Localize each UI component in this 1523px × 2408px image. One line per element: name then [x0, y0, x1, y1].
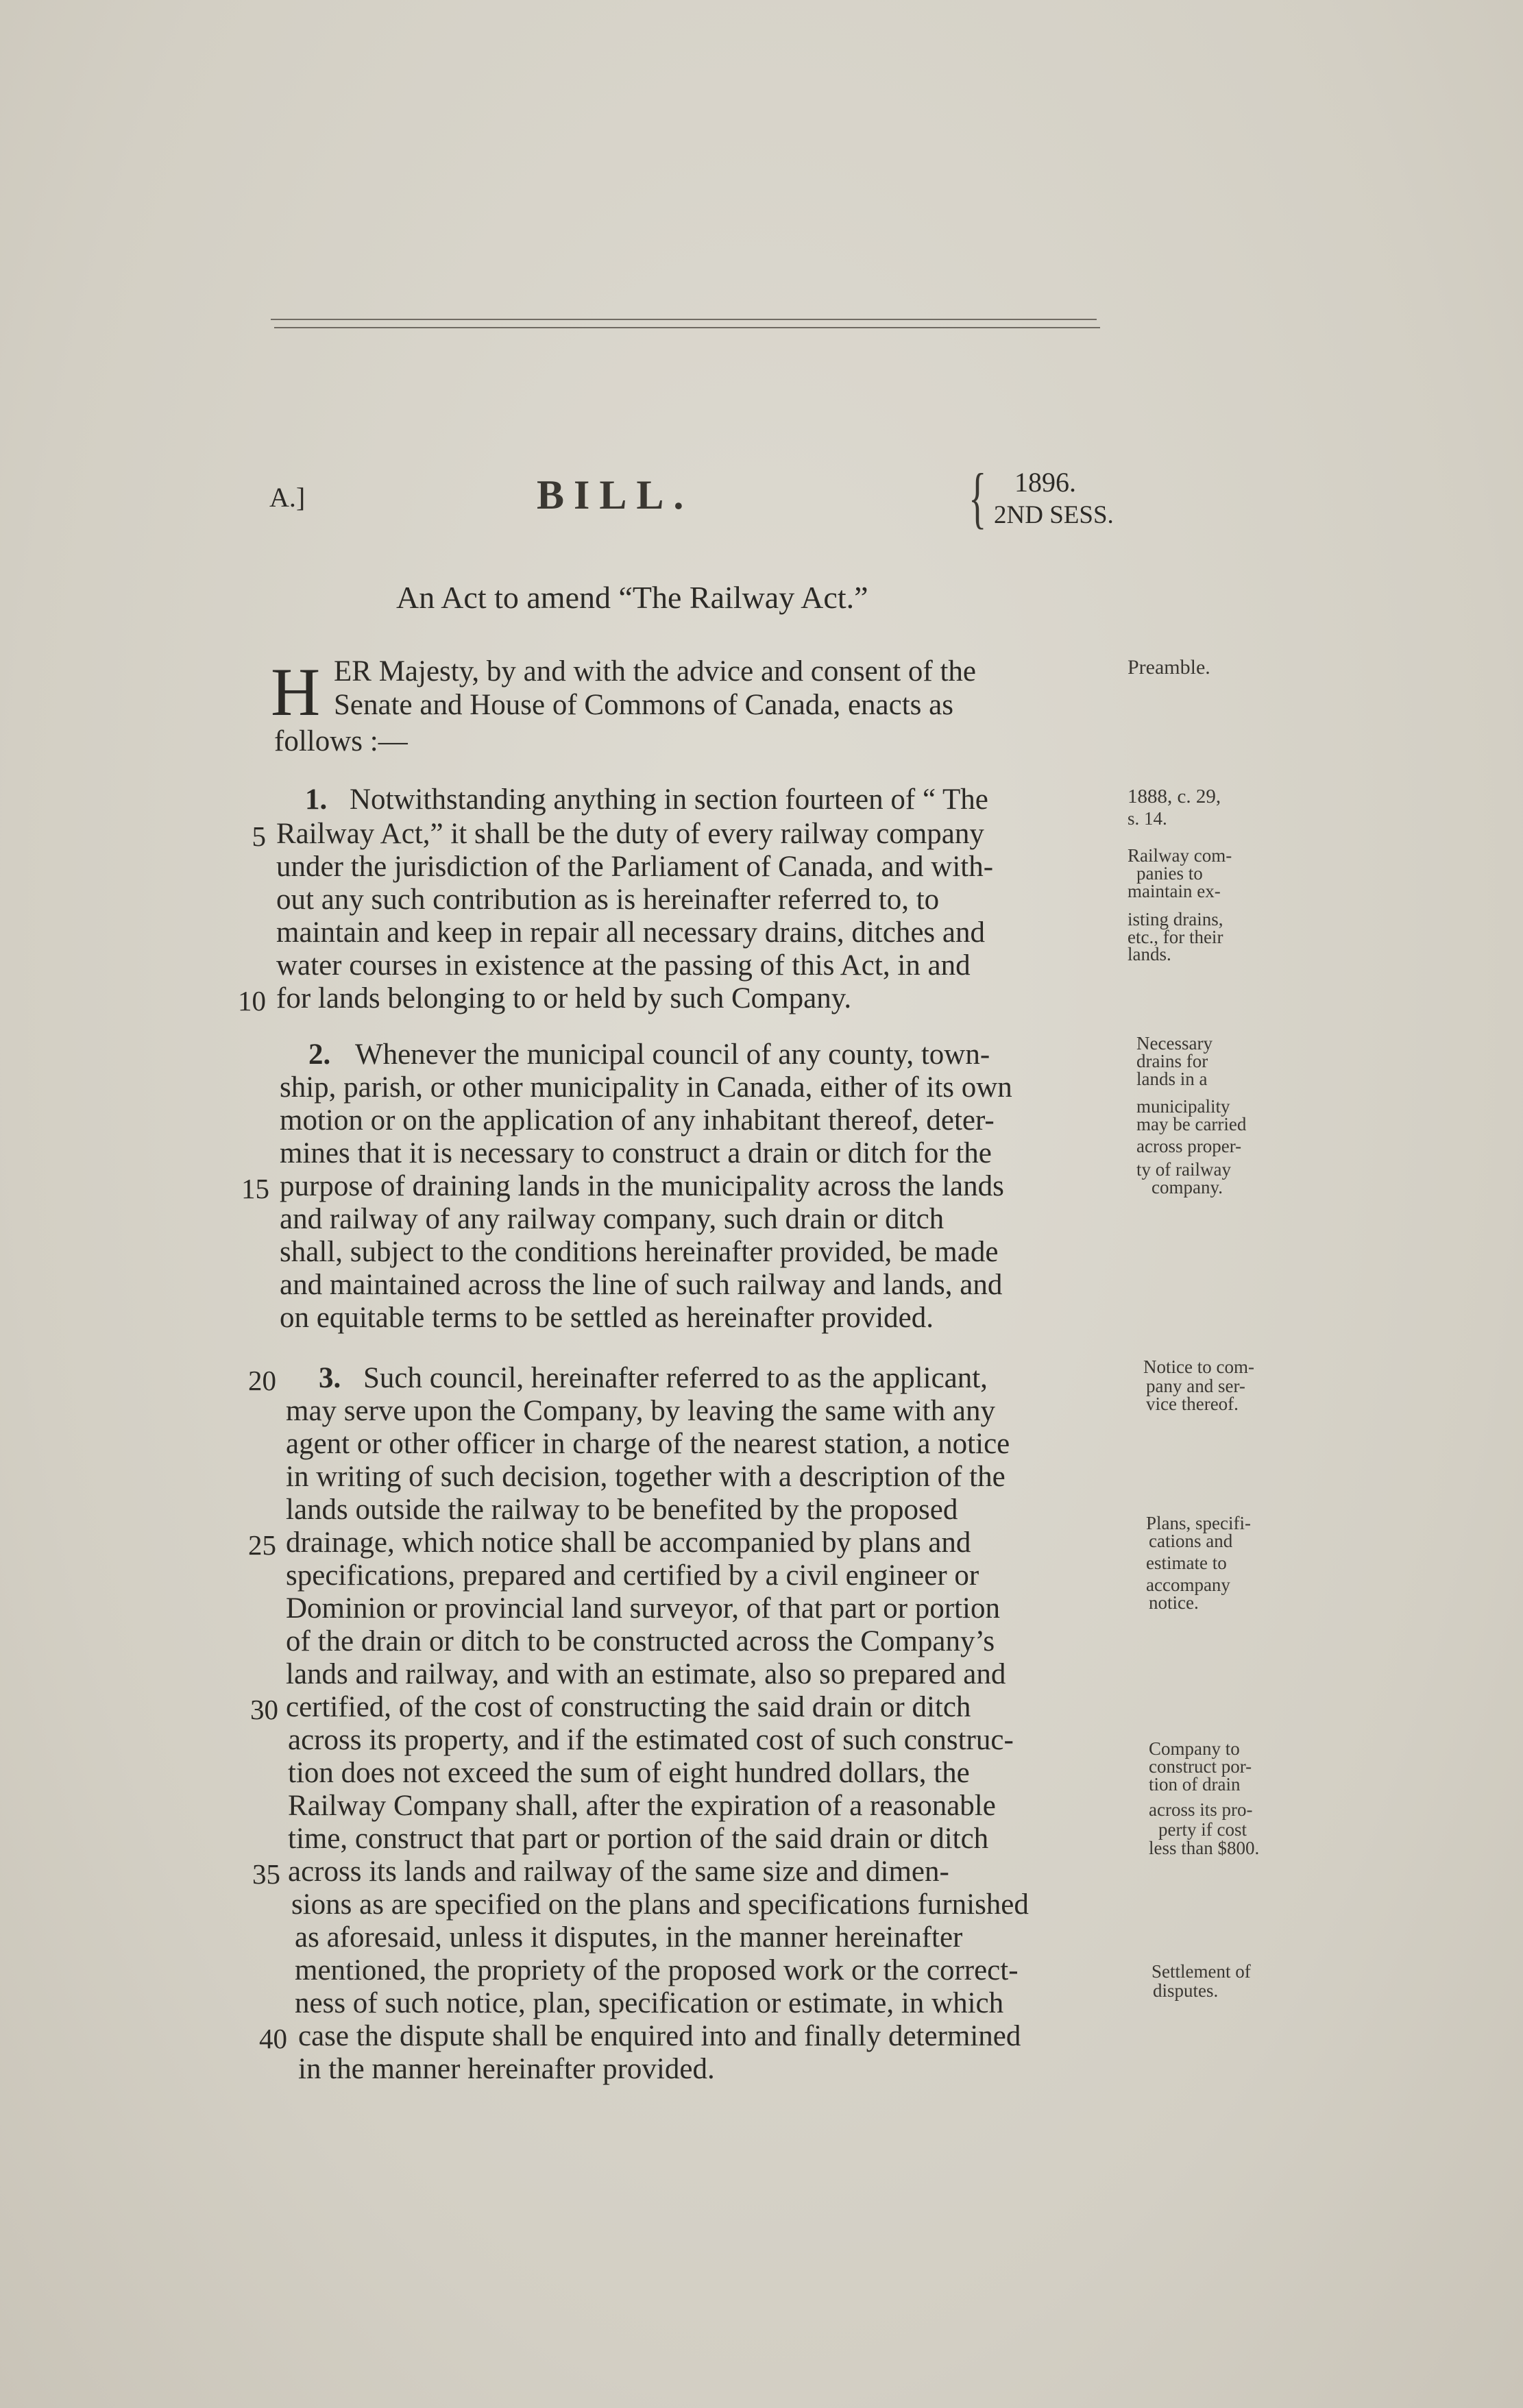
s3-line-4: lands outside the railway to be benefited by the proposed: [286, 1494, 958, 1526]
s3-margin-c-2: tion of drain: [1149, 1774, 1241, 1795]
s2-line-0: Whenever the municipal council of any county, town-: [355, 1038, 990, 1071]
s1-margin-1: s. 14.: [1128, 808, 1167, 829]
s1-margin-6: etc., for their: [1128, 927, 1223, 947]
s3-margin-c-3: across its pro-: [1149, 1799, 1253, 1820]
session-brace: {: [968, 459, 987, 535]
s2-line-2: motion or on the application of any inhabitant thereof, deter-: [280, 1104, 995, 1136]
top-rule-1: [271, 319, 1097, 320]
line-number-25: 25: [248, 1529, 276, 1561]
s1-margin-4: maintain ex-: [1128, 881, 1221, 901]
s3-margin-d-0: Settlement of: [1152, 1961, 1251, 1982]
preamble-dropcap-glyph: H: [271, 654, 321, 730]
s2-line-7: and maintained across the line of such railway and lands, and: [280, 1269, 1003, 1301]
s3-line-2: agent or other officer in charge of the nearest station, a notice: [286, 1428, 1010, 1460]
s1-line-6: for lands belonging to or held by such Company.: [276, 982, 852, 1014]
line-number-20: 20: [248, 1365, 276, 1396]
s1-line-1: Railway Act,” it shall be the duty of every railway company: [276, 818, 984, 850]
s2-margin-0: Necessary: [1136, 1033, 1213, 1054]
s3-line-18: mentioned, the propriety of the proposed work or the correct-: [295, 1954, 1019, 1986]
line-number-35: 35: [252, 1858, 280, 1890]
preamble-line-2: Senate and House of Commons of Canada, enacts as: [334, 689, 953, 721]
s3-margin-c-4: perty if cost: [1158, 1819, 1247, 1840]
s2-margin-1: drains for: [1136, 1051, 1208, 1071]
s3-line-21: in the manner hereinafter provided.: [298, 2053, 715, 2085]
s2-line-5: and railway of any railway company, such drain or ditch: [280, 1203, 945, 1235]
s3-margin-d-1: disputes.: [1153, 1980, 1219, 2001]
s1-line-2: under the jurisdiction of the Parliament of Canada, and with-: [276, 851, 994, 883]
s3-margin-c-0: Company to: [1149, 1738, 1240, 1759]
s3-line-17: as aforesaid, unless it disputes, in the manner hereinafter: [295, 1921, 963, 1954]
s3-margin-b-1: cations and: [1149, 1531, 1233, 1551]
line-number-5: 5: [252, 820, 266, 852]
s3-margin-a-1: pany and ser-: [1146, 1376, 1245, 1396]
s1-margin-7: lands.: [1128, 944, 1171, 964]
s3-line-16: sions as are specified on the plans and specifications furnished: [291, 1888, 1029, 1921]
s1-line-4: maintain and keep in repair all necessary drains, ditches and: [276, 916, 985, 949]
s2-line-6: shall, subject to the conditions hereinafter provided, be made: [280, 1236, 999, 1268]
line-number-30: 30: [250, 1694, 278, 1725]
s3-line-6: specifications, prepared and certified by a civil engineer or: [286, 1559, 979, 1592]
s2-margin-2: lands in a: [1136, 1069, 1208, 1089]
s3-line-0: Such council, hereinafter referred to as the applicant,: [363, 1362, 988, 1394]
act-title: An Act to amend “The Railway Act.”: [396, 580, 868, 615]
s2-line-3: mines that it is necessary to construct a drain or ditch for the: [280, 1137, 992, 1169]
bill-letter: A.]: [269, 482, 306, 513]
s2-number: 2.: [308, 1038, 331, 1071]
s3-line-1: may serve upon the Company, by leaving the same with any: [286, 1395, 995, 1427]
s3-line-9: lands and railway, and with an estimate, also so prepared and: [286, 1658, 1006, 1690]
top-rule-2: [274, 327, 1100, 328]
line-number-10: 10: [238, 985, 266, 1017]
s2-margin-7: company.: [1152, 1177, 1223, 1197]
preamble-line-1: ER Majesty, by and with the advice and consent of the: [334, 655, 976, 688]
s3-margin-c-5: less than $800.: [1149, 1838, 1260, 1858]
s2-line-8: on equitable terms to be settled as hereinafter provided.: [280, 1302, 934, 1334]
s1-line-5: water courses in existence at the passing of this Act, in and: [276, 949, 971, 982]
s3-margin-a-2: vice thereof.: [1146, 1394, 1239, 1414]
s3-margin-c-1: construct por-: [1149, 1756, 1252, 1777]
s3-line-5: drainage, which notice shall be accompanied by plans and: [286, 1527, 971, 1559]
session-year: 1896.: [1014, 467, 1076, 498]
s3-line-15: across its lands and railway of the same size and dimen-: [288, 1856, 949, 1888]
s3-line-11: across its property, and if the estimated cost of such construc-: [288, 1724, 1014, 1756]
s1-margin-2: Railway com-: [1128, 845, 1232, 866]
s3-line-3: in writing of such decision, together with a description of the: [286, 1461, 1006, 1493]
line-number-40: 40: [259, 2023, 287, 2054]
session-label: 2ND SESS.: [994, 501, 1114, 529]
s3-line-14: time, construct that part or portion of the said drain or ditch: [288, 1823, 989, 1855]
s3-line-19: ness of such notice, plan, specification or estimate, in which: [295, 1987, 1004, 2019]
s2-margin-6: ty of railway: [1136, 1159, 1231, 1180]
s1-line-3: out any such contribution as is hereinafter referred to, to: [276, 884, 940, 916]
s3-margin-b-0: Plans, specifi-: [1146, 1513, 1251, 1533]
bill-title: BILL.: [537, 472, 694, 518]
s3-line-20: case the dispute shall be enquired into and finally determined: [298, 2020, 1021, 2052]
s2-margin-5: across proper-: [1136, 1136, 1242, 1156]
s2-margin-4: may be carried: [1136, 1114, 1247, 1134]
s3-line-10: certified, of the cost of constructing the said drain or ditch: [286, 1691, 971, 1723]
s3-line-7: Dominion or provincial land surveyor, of that part or portion: [286, 1592, 1000, 1625]
s1-margin-0: 1888, c. 29,: [1128, 786, 1221, 807]
s3-line-13: Railway Company shall, after the expiration of a reasonable: [288, 1790, 996, 1822]
s3-margin-b-2: estimate to: [1146, 1553, 1227, 1573]
s3-margin-b-3: accompany: [1146, 1574, 1230, 1595]
s1-line-0: Notwithstanding anything in section fourteen of “ The: [350, 783, 988, 816]
s3-margin-b-4: notice.: [1149, 1592, 1199, 1613]
s1-number: 1.: [305, 783, 328, 816]
s2-line-4: purpose of draining lands in the municipality across the lands: [280, 1170, 1004, 1202]
s2-line-1: ship, parish, or other municipality in Canada, either of its own: [280, 1071, 1012, 1104]
s2-margin-3: municipality: [1136, 1096, 1230, 1117]
line-number-15: 15: [241, 1173, 269, 1204]
preamble-line-3: follows :—: [274, 725, 408, 757]
s3-margin-a-0: Notice to com-: [1143, 1357, 1254, 1377]
preamble-margin-note: Preamble.: [1128, 656, 1210, 679]
s1-margin-3: panies to: [1136, 863, 1203, 884]
s3-line-8: of the drain or ditch to be constructed across the Company’s: [286, 1625, 995, 1657]
s1-margin-5: isting drains,: [1128, 909, 1223, 929]
s3-number: 3.: [319, 1362, 341, 1394]
s3-line-12: tion does not exceed the sum of eight hundred dollars, the: [288, 1757, 970, 1789]
